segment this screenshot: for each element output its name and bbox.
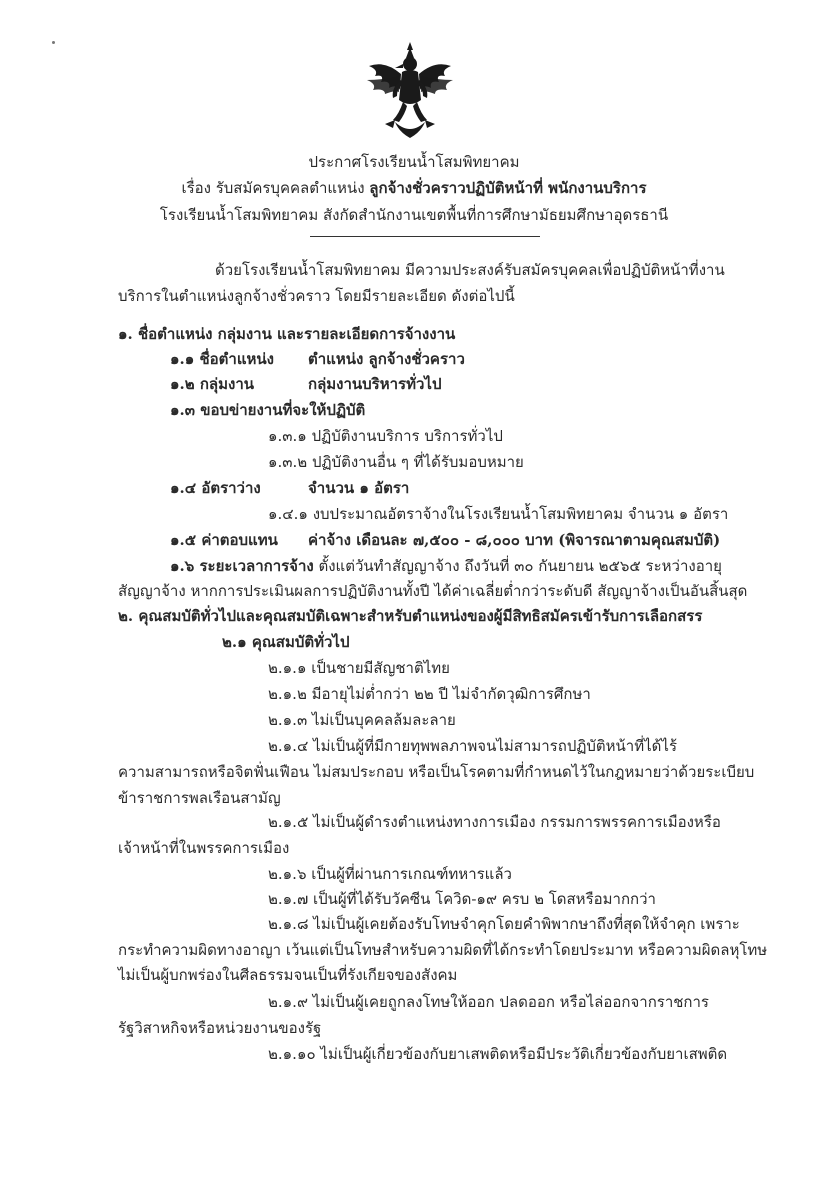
announcement-subject	[0, 178, 828, 198]
intro-line-2: บริการในตำแหน่งลูกจ้างชั่วคราว โดยมีรายละเอียด ดังต่อไปนี้	[118, 287, 515, 305]
s212-item: ๒.๑.๒ มีอายุไม่ต่ำกว่า ๒๒ ปี ไม่จำกัดวุฒิการศึกษา	[268, 685, 591, 703]
subject-prefix: เรื่อง รับสมัครบุคคลตำแหน่ง	[181, 179, 370, 197]
s14-value: จำนวน ๑ อัตรา	[308, 479, 410, 497]
s219-item: ๒.๑.๙ ไม่เป็นผู้เคยถูกลงโทษให้ออก ปลดออก หรือไล่ออกจากราชการ	[268, 993, 709, 1011]
garuda-emblem-icon	[355, 40, 465, 140]
s214-continuation-1: ความสามารถหรือจิตฟั่นเฟือน ไม่สมประกอบ หรือเป็นโรคตามที่กำหนดไว้ในกฎหมายว่าด้วยระเบียบ	[118, 763, 755, 781]
s132-item: ๑.๓.๒ ปฏิบัติงานอื่น ๆ ที่ได้รับมอบหมาย	[268, 453, 524, 471]
s13-label: ๑.๓ ขอบข่ายงานที่จะให้ปฏิบัติ	[170, 401, 366, 419]
s213-item: ๒.๑.๓ ไม่เป็นบุคคลล้มละลาย	[268, 711, 456, 729]
s218-continuation-2: ไม่เป็นผู้บกพร่องในศีลธรรมจนเป็นที่รังเกียจของสังคม	[118, 966, 458, 984]
s211-item: ๒.๑.๑ เป็นชายมีสัญชาติไทย	[268, 659, 450, 677]
section-1-heading: ๑. ชื่อตำแหน่ง กลุ่มงาน และรายละเอียดการจ้างงาน	[118, 325, 456, 343]
s14-label: ๑.๔ อัตราว่าง	[170, 479, 261, 497]
s218-continuation-1: กระทำความผิดทางอาญา เว้นแต่เป็นโทษสำหรับความผิดที่ได้กระทำโดยประมาท หรือความผิดลหุโทษ	[118, 941, 768, 959]
announcement-title: ประกาศโรงเรียนน้ำโสมพิทยาคม	[308, 153, 520, 171]
s11-value: ตำแหน่ง ลูกจ้างชั่วคราว	[308, 350, 465, 368]
s215-item: ๒.๑.๕ ไม่เป็นผู้ดำรงตำแหน่งทางการเมือง กรรมการพรรคการเมืองหรือ	[268, 813, 721, 831]
s131-item: ๑.๓.๑ ปฏิบัติงานบริการ บริการทั่วไป	[268, 427, 503, 445]
s219-continuation: รัฐวิสาหกิจหรือหน่วยงานของรัฐ	[118, 1019, 322, 1037]
s15-label: ๑.๕ ค่าตอบแทน	[170, 531, 278, 549]
s217-item: ๒.๑.๗ เป็นผู้ที่ได้รับวัคซีน โควิด-๑๙ ครบ ๒ โดสหรือมากกว่า	[268, 890, 656, 908]
s215-continuation: เจ้าหน้าที่ในพรรคการเมือง	[118, 839, 290, 857]
section-2-heading: ๒. คุณสมบัติทั่วไปและคุณสมบัติเฉพาะสำหรับตำแหน่งของผู้มีสิทธิสมัครเข้ารับการเลือกสรร	[118, 607, 703, 625]
s16-continuation: สัญญาจ้าง หากการประเมินผลการปฏิบัติงานทั้งปี ได้ค่าเฉลี่ยต่ำกว่าระดับดี สัญญาจ้างเป็นอันสิ้นสุด	[118, 582, 748, 600]
subject-position: ลูกจ้างชั่วคราวปฏิบัติหน้าที่ พนักงานบริการ	[369, 179, 647, 197]
s214-continuation-2: ข้าราชการพลเรือนสามัญ	[118, 789, 281, 807]
s16-line	[170, 556, 722, 576]
s11-label: ๑.๑ ชื่อตำแหน่ง	[170, 350, 274, 368]
s2110-item: ๒.๑.๑๐ ไม่เป็นผู้เกี่ยวข้องกับยาเสพติดหรือมีประวัติเกี่ยวข้องกับยาเสพติด	[268, 1045, 728, 1063]
header-divider	[310, 236, 540, 237]
intro-line-1: ด้วยโรงเรียนน้ำโสมพิทยาคม มีความประสงค์รับสมัครบุคคลเพื่อปฏิบัติหน้าที่งาน	[215, 261, 725, 279]
s12-label: ๑.๒ กลุ่มงาน	[170, 375, 255, 393]
s21-label: ๒.๑ คุณสมบัติทั่วไป	[222, 633, 350, 651]
s216-item: ๒.๑.๖ เป็นผู้ที่ผ่านการเกณฑ์ทหารแล้ว	[268, 865, 512, 883]
s15-value: ค่าจ้าง เดือนละ ๗,๕๐๐ - ๘,๐๐๐ บาท (พิจารณาตามคุณสมบัติ)	[308, 531, 721, 549]
s214-item: ๒.๑.๔ ไม่เป็นผู้ที่มีกายทุพพลภาพจนไม่สามารถปฏิบัติหน้าที่ได้ไร้	[268, 737, 678, 755]
s16-value: ตั้งแต่วันทำสัญญาจ้าง ถึงวันที่ ๓๐ กันยายน ๒๕๖๕ ระหว่างอายุ	[313, 557, 722, 575]
announcement-affiliation: โรงเรียนน้ำโสมพิทยาคม สังกัดสำนักงานเขตพื้นที่การศึกษามัธยมศึกษาอุดรธานี	[159, 206, 669, 224]
s141-item: ๑.๔.๑ งบประมาณอัตราจ้างในโรงเรียนน้ำโสมพิทยาคม จำนวน ๑ อัตรา	[268, 505, 729, 523]
scan-speck	[52, 41, 55, 44]
s218-item: ๒.๑.๘ ไม่เป็นผู้เคยต้องรับโทษจำคุกโดยคำพิพากษาถึงที่สุดให้จำคุก เพราะ	[268, 915, 740, 933]
s16-label: ๑.๖ ระยะเวลาการจ้าง	[170, 557, 314, 575]
s12-value: กลุ่มงานบริหารทั่วไป	[308, 375, 442, 393]
